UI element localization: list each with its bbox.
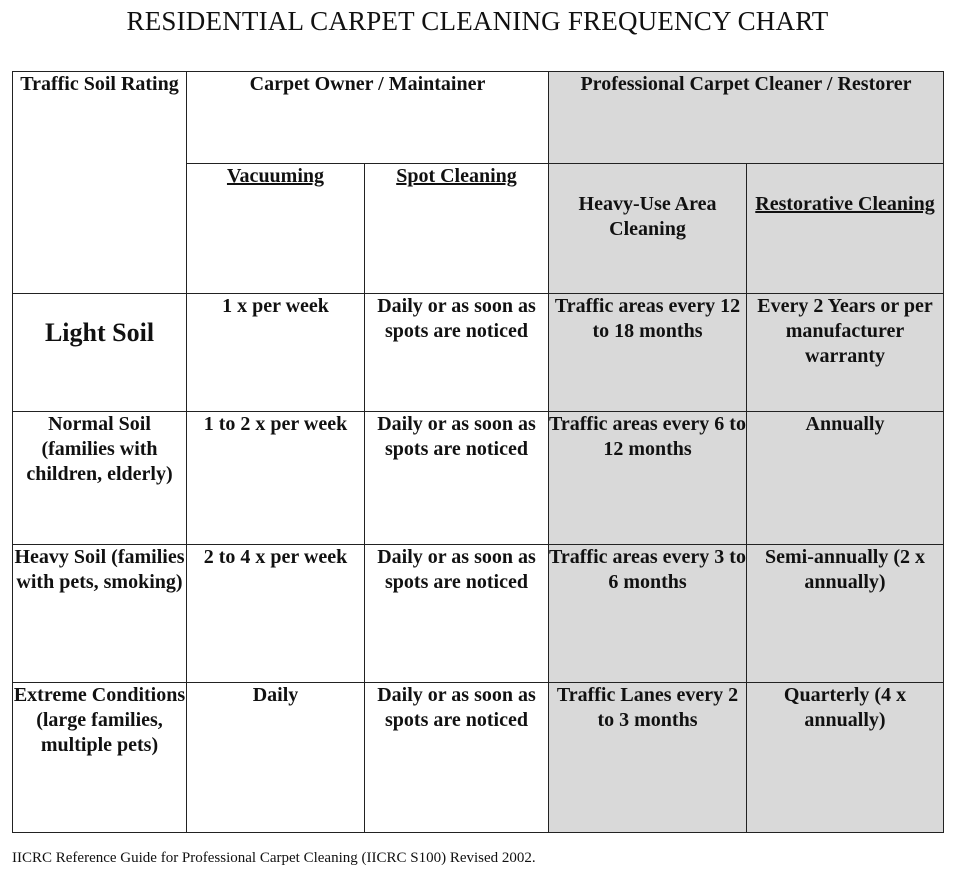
restorative-cell: Every 2 Years or per manufacturer warranty [747,294,944,412]
traffic-soil-rating-header: Traffic Soil Rating [13,72,187,294]
restorative-header-text: Restorative Cleaning [755,193,935,215]
spot-cleaning-cell: Daily or as soon as spots are noticed [365,545,549,683]
row-rating: Light Soil [13,294,187,412]
table-row [13,683,944,833]
row-rating: Normal Soil (families with children, elderly) [13,412,187,545]
professional-cleaner-group-header: Professional Carpet Cleaner / Restorer [549,72,944,164]
vacuuming-header [187,164,365,294]
restorative-cell: Semi-annually (2 x annually) [747,545,944,683]
carpet-owner-group-header: Carpet Owner / Maintainer [187,72,549,164]
frequency-table [12,71,944,833]
footnote: IICRC Reference Guide for Professional Carpet Cleaning (IICRC S100) Revised 2002. [12,850,536,866]
restorative-cell: Annually [747,412,944,545]
row-rating: Extreme Conditions (large families, multiple pets) [13,683,187,833]
vacuuming-header-text: Vacuuming [226,165,325,187]
row-rating: Heavy Soil (families with pets, smoking) [13,545,187,683]
page-title: RESIDENTIAL CARPET CLEANING FREQUENCY CHART [126,6,829,36]
vacuuming-cell: 2 to 4 x per week [187,545,365,683]
vacuuming-cell: 1 x per week [187,294,365,412]
heavy-use-cell: Traffic Lanes every 2 to 3 months [549,683,747,833]
restorative-cleaning-header [747,164,944,294]
spot-cleaning-cell: Daily or as soon as spots are noticed [365,683,549,833]
heavy-use-header-text: Heavy-Use Area Cleaning [578,193,717,240]
spot-cleaning-header [365,164,549,294]
restorative-cell: Quarterly (4 x annually) [747,683,944,833]
vacuuming-cell: 1 to 2 x per week [187,412,365,545]
table-row [13,294,944,412]
heavy-use-cell: Traffic areas every 3 to 6 months [549,545,747,683]
heavy-use-cell: Traffic areas every 12 to 18 months [549,294,747,412]
table-row [13,412,944,545]
spot-cleaning-cell: Daily or as soon as spots are noticed [365,412,549,545]
spot-cleaning-header-text: Spot Cleaning [396,165,517,187]
heavy-use-area-cleaning-header [549,164,747,294]
vacuuming-cell: Daily [187,683,365,833]
spot-cleaning-cell: Daily or as soon as spots are noticed [365,294,549,412]
table-row [13,545,944,683]
heavy-use-cell: Traffic areas every 6 to 12 months [549,412,747,545]
